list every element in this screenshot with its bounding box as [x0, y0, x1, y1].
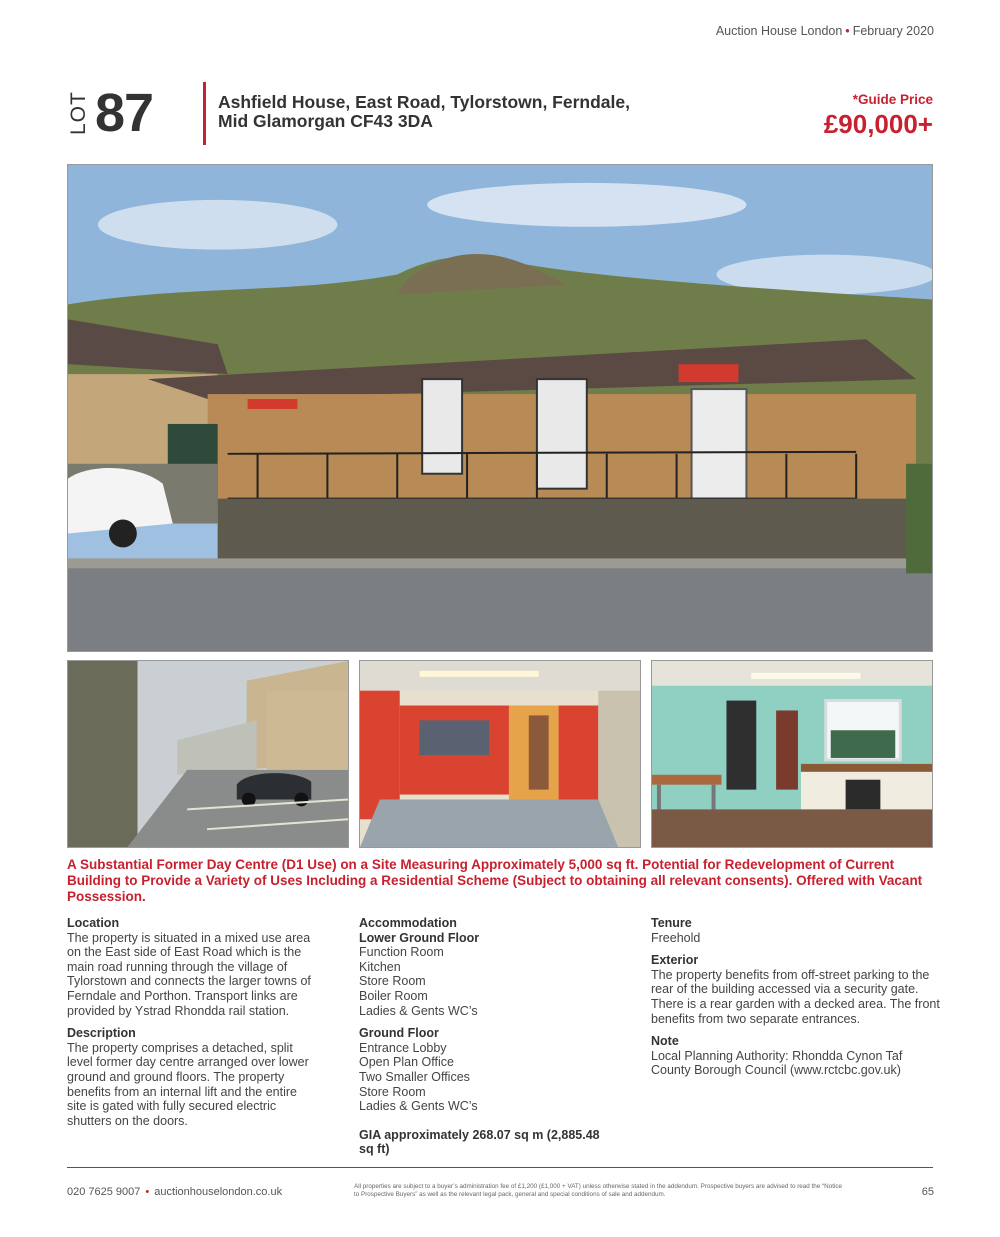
bullet-separator: • — [145, 1186, 150, 1198]
issue-date: February 2020 — [852, 24, 934, 38]
location-heading: Location — [67, 916, 120, 930]
publisher-name: Auction House London — [715, 24, 843, 38]
address-line-2: Mid Glamorgan CF43 3DA — [218, 111, 433, 131]
column-accommodation — [359, 916, 609, 1157]
list-item: Open Plan Office — [359, 1055, 454, 1070]
ground-floor-title: Ground Floor — [359, 1026, 439, 1041]
bullet-separator: • — [845, 24, 850, 38]
list-item: Function Room — [359, 945, 444, 960]
function-room-photo — [359, 660, 641, 848]
list-item: Ladies & Gents WC’s — [359, 1099, 478, 1114]
list-item: Kitchen — [359, 959, 401, 974]
main-property-photo — [67, 164, 933, 652]
kitchen-photo — [651, 660, 933, 848]
list-item: Store Room — [359, 1084, 426, 1099]
lower-ground-floor-title: Lower Ground Floor — [359, 930, 480, 945]
footer-website-link[interactable]: auctionhouselondon.co.uk — [154, 1186, 283, 1198]
lot-divider — [203, 82, 206, 145]
tenure-heading: Tenure — [651, 916, 692, 930]
page-header — [716, 24, 934, 38]
gia-area: GIA approximately 268.07 sq m (2,885.48 sq ft) — [359, 1127, 600, 1157]
guide-price-value: £90,000+ — [823, 109, 933, 139]
address-line-1: Ashfield House, East Road, Tylorstown, Ferndale, — [218, 92, 630, 112]
list-item: Store Room — [359, 974, 426, 989]
note-text: Local Planning Authority: Rhondda Cynon Taf County Borough Council (www.rctcbc.gov.uk) — [651, 1048, 903, 1078]
exterior-heading: Exterior — [651, 953, 699, 968]
accommodation-heading: Accommodation — [359, 916, 457, 930]
guide-price-block — [824, 92, 933, 140]
tenure-text: Freehold — [651, 930, 701, 945]
exterior-text: The property benefits from off-street parking to the rear of the building accessed via a security gate. There is a rear garden with a decked area. The front benefits from two separate entrances. — [651, 967, 940, 1026]
list-item: Ladies & Gents WC’s — [359, 1003, 478, 1018]
rear-parking-photo — [67, 660, 349, 848]
footer-disclaimer: All properties are subject to a buyer’s administration fee of £1,200 (£1,000 + VAT) unless otherwise stated in the addendum. Prospective buyers are advised to read the “Notice to Prospective Buyers” as well as the relevant legal pack, general and special conditions of sale and addendum. — [354, 1183, 842, 1198]
list-item: Entrance Lobby — [359, 1040, 447, 1055]
column-location-description — [67, 916, 317, 1128]
description-text: The property comprises a detached, split level former day centre arranged over lower ground and ground floors. The property benefits from an internal lift and the entire site is gated with fully secured electric shutters on the doors. — [67, 1040, 309, 1128]
note-heading: Note — [651, 1034, 679, 1049]
page-number: 65 — [921, 1186, 934, 1198]
list-item: Boiler Room — [359, 988, 428, 1003]
footer-contact — [67, 1186, 282, 1198]
description-heading: Description — [67, 1026, 136, 1041]
footer-divider — [67, 1167, 933, 1168]
lot-label: LOT — [67, 91, 90, 135]
lot-number: 87 — [95, 83, 154, 143]
location-text: The property is situated in a mixed use area on the East side of East Road which is the main road running through the village of Tylorstown and connects the larger towns of Ferndale and Porthon. Transport links are provided by Ystrad Rhondda rail station. — [67, 930, 311, 1018]
footer-phone[interactable]: 020 7625 9007 — [67, 1186, 141, 1198]
column-tenure-exterior-note — [651, 916, 941, 1078]
property-summary: A Substantial Former Day Centre (D1 Use) on a Site Measuring Approximately 5,000 sq ft. Potential for Redevelopment of Current Building to Provide a Variety of Uses Including a Residential Scheme (Subject to obtaining all relevant consents). Offered with Vacant Possession. — [67, 857, 923, 904]
property-address — [218, 93, 738, 131]
guide-price-label: *Guide Price — [852, 92, 933, 107]
list-item: Two Smaller Offices — [359, 1069, 470, 1084]
